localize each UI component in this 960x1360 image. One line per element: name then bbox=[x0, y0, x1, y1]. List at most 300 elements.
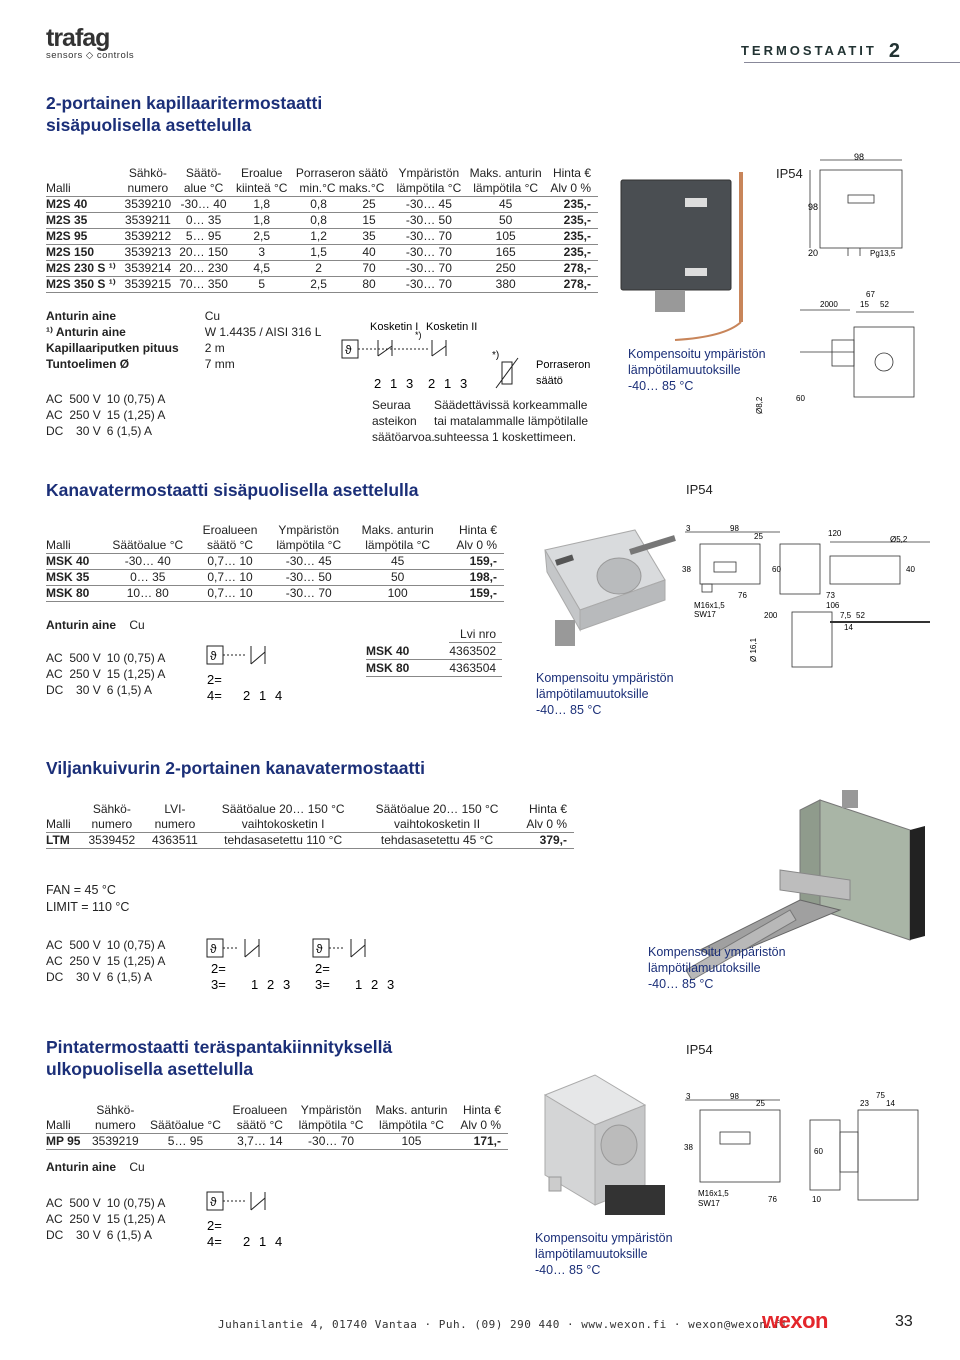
section1-note-right bbox=[434, 397, 588, 445]
lvi-number: 4363504 bbox=[449, 660, 502, 677]
section1-title-line1: 2-portainen kapillaaritermostaatti bbox=[46, 93, 323, 113]
property-value: 7 mm bbox=[204, 357, 235, 371]
property-label: Anturin aine bbox=[46, 618, 117, 632]
table-cell: 50 bbox=[355, 570, 448, 586]
table-cell: 0,7… 10 bbox=[197, 570, 270, 586]
terminal-label: 2 bbox=[371, 977, 379, 992]
section1-title bbox=[46, 92, 322, 136]
note-line: lämpötilamuutoksille bbox=[648, 961, 761, 975]
rating-type: AC bbox=[46, 392, 63, 406]
table-header: Ympäristön bbox=[278, 523, 340, 537]
table-cell: 1,2 bbox=[295, 229, 349, 245]
table-cell: 45 bbox=[355, 554, 448, 570]
table-header: Malli bbox=[46, 817, 84, 833]
section4-ip-rating: IP54 bbox=[686, 1042, 713, 1057]
table-cell: -30… 70 bbox=[296, 1134, 373, 1150]
table-header: Ympäristön bbox=[398, 166, 460, 180]
section2-sensor-material bbox=[46, 618, 145, 632]
table-cell: 3539452 bbox=[84, 833, 148, 849]
capillary-thermostat-photo bbox=[615, 162, 765, 347]
table-header: Sähkö- bbox=[96, 1103, 135, 1117]
table-cell: 3539213 bbox=[124, 245, 179, 261]
property-label: ¹⁾ Anturin aine bbox=[46, 325, 126, 339]
table-header: Eroalueen bbox=[202, 523, 258, 537]
table-header: numero bbox=[90, 1118, 147, 1134]
dimension-label: 106 bbox=[826, 601, 840, 610]
note-line: asteikon bbox=[372, 414, 417, 428]
section3-ratings bbox=[46, 937, 171, 985]
table-header: LVI- bbox=[164, 802, 186, 816]
thermometer-icon bbox=[313, 939, 329, 957]
section2-wiring-diagram bbox=[205, 640, 295, 704]
rating-voltage: 30 V bbox=[76, 970, 101, 984]
table-cell: 278,- bbox=[549, 261, 598, 277]
dimension-label: 98 bbox=[854, 152, 865, 162]
note-line: lämpötilamuutoksille bbox=[535, 1247, 648, 1261]
dimension-label: 76 bbox=[738, 591, 747, 600]
rating-current: 6 (1,5) A bbox=[106, 424, 153, 438]
terminal-label: 4= bbox=[207, 688, 222, 703]
table-cell: 379,- bbox=[517, 833, 574, 849]
terminal-label: 1 bbox=[390, 376, 398, 391]
section3-title: Viljankuivurin 2-portainen kanavatermostaatti bbox=[46, 758, 425, 778]
note-line: säätöarvoa. bbox=[372, 430, 435, 444]
table-cell: 25 bbox=[349, 197, 396, 213]
table-header: Maks. anturin bbox=[469, 166, 542, 180]
terminal-label: 2 bbox=[243, 1234, 251, 1249]
property-label: Anturin aine bbox=[46, 309, 117, 323]
table-header: säätö °C bbox=[197, 538, 270, 554]
terminal-label: 2 bbox=[374, 376, 382, 391]
table-cell: 20… 150 bbox=[179, 245, 236, 261]
table-header: vaihtokosketin I bbox=[210, 817, 364, 833]
table-cell: -30… 45 bbox=[270, 554, 355, 570]
rating-current: 15 (1,25) A bbox=[106, 667, 166, 681]
table-cell: 165 bbox=[469, 245, 549, 261]
dimension-label: 52 bbox=[880, 300, 889, 309]
duct-thermostat-photo bbox=[535, 520, 680, 670]
section1-wiring-diagram bbox=[340, 318, 610, 398]
terminal-label: 1 bbox=[444, 376, 452, 391]
table-cell: 5… 95 bbox=[147, 1134, 230, 1150]
table-cell: 5… 95 bbox=[179, 229, 236, 245]
lvi-model: MSK 40 bbox=[366, 643, 449, 660]
note-line: -40… 85 °C bbox=[535, 1263, 601, 1277]
section2-lvi-table bbox=[366, 626, 502, 677]
section1-table bbox=[46, 166, 598, 293]
section3-table bbox=[46, 802, 574, 849]
dimension-label: 38 bbox=[682, 565, 691, 574]
table-cell: 159,- bbox=[448, 554, 504, 570]
table-header: säätö °C bbox=[230, 1118, 296, 1134]
dimension-label: SW17 bbox=[698, 1199, 720, 1208]
svg-text:ϑ: ϑ bbox=[210, 649, 217, 663]
section1-compensation-note bbox=[628, 346, 766, 394]
table-cell: -30… 50 bbox=[396, 213, 469, 229]
table-cell: 3539212 bbox=[124, 229, 179, 245]
table-header: Eroalue bbox=[241, 166, 283, 180]
table-cell: 70 bbox=[349, 261, 396, 277]
table-header: Malli bbox=[46, 181, 124, 197]
table-cell: -30… 40 bbox=[105, 554, 197, 570]
table-header bbox=[147, 1103, 230, 1118]
table-cell: 235,- bbox=[549, 213, 598, 229]
rating-current: 6 (1,5) A bbox=[106, 1228, 153, 1242]
section3-compensation-note bbox=[648, 944, 786, 992]
rating-type: DC bbox=[46, 683, 64, 697]
table-cell: 40 bbox=[349, 245, 396, 261]
dimension-label: 67 bbox=[866, 290, 875, 299]
dimension-label: 15 bbox=[860, 300, 869, 309]
fan-setting: FAN = 45 °C bbox=[46, 883, 116, 897]
section4-ratings bbox=[46, 1195, 171, 1243]
table-cell: 278,- bbox=[549, 277, 598, 293]
dimension-label: 20 bbox=[808, 248, 819, 258]
table-cell: 35 bbox=[349, 229, 396, 245]
section4-table bbox=[46, 1103, 508, 1150]
thermometer-icon bbox=[207, 939, 223, 957]
table-cell: 20… 230 bbox=[179, 261, 236, 277]
section4-title-line2: ulkopuolisella asettelulla bbox=[46, 1059, 254, 1079]
footnote-marker: *) bbox=[492, 350, 500, 361]
table-header: lämpötila °C bbox=[355, 538, 448, 554]
table-cell: M2S 350 S ¹⁾ bbox=[46, 277, 124, 293]
table-header: Säätöalue °C bbox=[105, 538, 197, 554]
dimension-label: 60 bbox=[796, 394, 805, 403]
property-label: Tuntoelimen Ø bbox=[46, 357, 130, 371]
table-header: Sähkö- bbox=[128, 166, 167, 180]
adjustable-resistor-icon bbox=[496, 358, 518, 388]
table-cell: 159,- bbox=[448, 586, 504, 602]
footnote-marker: *) bbox=[415, 330, 422, 340]
page-number: 33 bbox=[895, 1313, 913, 1330]
note-line: lämpötilamuutoksille bbox=[536, 687, 649, 701]
dimension-label: 14 bbox=[886, 1099, 895, 1108]
table-cell: M2S 35 bbox=[46, 213, 124, 229]
table-cell: 100 bbox=[355, 586, 448, 602]
table-row bbox=[46, 229, 598, 245]
terminal-label: 2 bbox=[428, 376, 436, 391]
table-header: Sähkö- bbox=[92, 802, 131, 816]
table-header: Hinta € bbox=[552, 166, 591, 180]
dimension-label: 40 bbox=[906, 565, 915, 574]
table-cell: MSK 40 bbox=[46, 554, 105, 570]
terminal-label: 2= bbox=[207, 1218, 222, 1233]
table-header: Säätöalue °C bbox=[147, 1118, 230, 1134]
dimension-label: M16x1,5 bbox=[698, 1189, 729, 1198]
table-cell: 3539219 bbox=[90, 1134, 147, 1150]
terminal-label: 2= bbox=[315, 961, 330, 976]
terminal-label: 3 bbox=[460, 376, 468, 391]
table-header: Ympäristön bbox=[300, 1103, 362, 1117]
table-cell: 0… 35 bbox=[179, 213, 236, 229]
dimension-label: 98 bbox=[808, 202, 819, 212]
dimension-label: 25 bbox=[756, 1099, 765, 1108]
table-header: Säätö- bbox=[185, 166, 222, 180]
rating-type: AC bbox=[46, 938, 63, 952]
table-header: lämpötila °C bbox=[469, 181, 549, 197]
table-header: Hinta € bbox=[462, 1103, 501, 1117]
table-header: lämpötila °C bbox=[270, 538, 355, 554]
dimension-label: 10 bbox=[812, 1195, 821, 1204]
rating-type: AC bbox=[46, 954, 63, 968]
note-line: tai matalammalle lämpötilalle bbox=[434, 414, 589, 428]
table-header: lämpötila °C bbox=[396, 181, 469, 197]
svg-text:ϑ: ϑ bbox=[210, 1195, 217, 1209]
rating-voltage: 250 V bbox=[69, 667, 101, 681]
table-cell: 235,- bbox=[549, 229, 598, 245]
table-cell: 4363511 bbox=[147, 833, 210, 849]
table-cell: MP 95 bbox=[46, 1134, 90, 1150]
dimension-label: 14 bbox=[844, 623, 853, 632]
section2-ratings bbox=[46, 650, 171, 698]
table-row bbox=[46, 833, 574, 849]
table-cell: 0… 35 bbox=[105, 570, 197, 586]
terminal-label: 3 bbox=[387, 977, 395, 992]
kosketin2-label: Kosketin II bbox=[426, 321, 478, 333]
rating-current: 6 (1,5) A bbox=[106, 683, 153, 697]
table-cell: 3539210 bbox=[124, 197, 179, 213]
rating-current: 10 (0,75) A bbox=[106, 1196, 166, 1210]
table-header: Säätöalue 20… 150 °C bbox=[221, 802, 345, 816]
terminal-label: 3 bbox=[283, 977, 291, 992]
thermometer-icon bbox=[342, 340, 358, 358]
property-value: W 1.4435 / AISI 316 L bbox=[204, 325, 322, 339]
terminal-label: 2 bbox=[243, 688, 251, 703]
note-line: -40… 85 °C bbox=[536, 703, 602, 717]
category-number: 2 bbox=[888, 40, 900, 62]
table-header-row2 bbox=[46, 181, 598, 197]
property-value: Cu bbox=[129, 618, 145, 632]
dimension-label: 76 bbox=[768, 1195, 777, 1204]
table-cell: 50 bbox=[469, 213, 549, 229]
dimension-label: SW17 bbox=[694, 610, 716, 619]
section2-ip-rating: IP54 bbox=[686, 482, 713, 497]
table-cell: -30… 70 bbox=[396, 245, 469, 261]
table-cell: M2S 95 bbox=[46, 229, 124, 245]
note-line: Kompensoitu ympäristön bbox=[535, 1231, 673, 1245]
rating-voltage: 500 V bbox=[69, 651, 101, 665]
property-label: Kapillaariputken pituus bbox=[46, 341, 179, 355]
table-cell: -30… 45 bbox=[396, 197, 469, 213]
table-cell: -30… 70 bbox=[396, 261, 469, 277]
lvi-model: MSK 80 bbox=[366, 660, 449, 677]
table-header: alue °C bbox=[179, 181, 236, 197]
table-cell: MSK 80 bbox=[46, 586, 105, 602]
table-cell: 171,- bbox=[457, 1134, 508, 1150]
switch-1-symbol bbox=[370, 340, 446, 356]
note-line: Kompensoitu ympäristön bbox=[628, 347, 766, 361]
table-header: Hinta € bbox=[458, 523, 497, 537]
section4-sensor-material bbox=[46, 1160, 145, 1174]
rating-type: AC bbox=[46, 651, 63, 665]
footer-address: Juhanilantie 4, 01740 Vantaa · Puh. (09) 290 440 · www.wexon.fi · wexon@wexon.fi bbox=[218, 1318, 788, 1331]
table-header: kiinteä °C bbox=[235, 181, 295, 197]
table-cell: 3 bbox=[235, 245, 295, 261]
table-header: Malli bbox=[46, 538, 105, 554]
category-label: TERMOSTAATIT bbox=[740, 43, 877, 58]
table-header: Alv 0 % bbox=[549, 181, 598, 197]
note-line: Kompensoitu ympäristön bbox=[536, 671, 674, 685]
table-header: numero bbox=[124, 181, 179, 197]
dimension-label: Ø 16,1 bbox=[749, 637, 758, 662]
section1-properties bbox=[46, 308, 327, 372]
rating-current: 15 (1,25) A bbox=[106, 954, 166, 968]
table-header: Maks. anturin bbox=[361, 523, 434, 537]
note-line: lämpötilamuutoksille bbox=[628, 363, 741, 377]
table-cell: 1,8 bbox=[235, 197, 295, 213]
section1-ratings bbox=[46, 391, 171, 439]
terminal-label: 1 bbox=[259, 688, 267, 703]
table-header: numero bbox=[84, 817, 148, 833]
table-cell: 45 bbox=[469, 197, 549, 213]
table-row bbox=[46, 1134, 508, 1150]
table-header: Maks. anturin bbox=[375, 1103, 448, 1117]
rating-voltage: 30 V bbox=[76, 683, 101, 697]
table-cell: 3539211 bbox=[124, 213, 179, 229]
table-cell: 0,7… 10 bbox=[197, 586, 270, 602]
dimension-label: Ø8,2 bbox=[755, 396, 764, 414]
terminal-label: 1 bbox=[355, 977, 363, 992]
dimension-label: 75 bbox=[876, 1091, 885, 1100]
rating-voltage: 250 V bbox=[69, 408, 101, 422]
table-header: Alv 0 % bbox=[457, 1118, 508, 1134]
table-header: Malli bbox=[46, 1118, 90, 1134]
trafag-logo bbox=[46, 26, 134, 61]
rating-voltage: 500 V bbox=[69, 1196, 101, 1210]
rating-current: 10 (0,75) A bbox=[106, 651, 166, 665]
table-cell: 380 bbox=[469, 277, 549, 293]
table-cell: LTM bbox=[46, 833, 84, 849]
table-header: vaihtokosketin II bbox=[364, 817, 518, 833]
table-header: Eroalueen bbox=[232, 1103, 288, 1117]
table-cell: 0,7… 10 bbox=[197, 554, 270, 570]
table-cell: 250 bbox=[469, 261, 549, 277]
dimension-label: 98 bbox=[730, 1092, 739, 1101]
table-header: lämpötila °C bbox=[373, 1118, 457, 1134]
rating-type: DC bbox=[46, 970, 64, 984]
table-cell: -30… 50 bbox=[270, 570, 355, 586]
rating-voltage: 500 V bbox=[69, 392, 101, 406]
table-row bbox=[46, 554, 504, 570]
terminal-label: 4 bbox=[275, 688, 283, 703]
section3-wiring-diagram bbox=[205, 935, 415, 995]
terminal-label: 4= bbox=[207, 1234, 222, 1249]
table-header: lämpötila °C bbox=[296, 1118, 373, 1134]
svg-text:ϑ: ϑ bbox=[316, 942, 323, 956]
terminal-label: 2 bbox=[267, 977, 275, 992]
header-rule bbox=[744, 62, 960, 63]
table-cell: tehdasasetettu 45 °C bbox=[364, 833, 518, 849]
rating-current: 10 (0,75) A bbox=[106, 938, 166, 952]
note-line: -40… 85 °C bbox=[648, 977, 714, 991]
table-cell: 10… 80 bbox=[105, 586, 197, 602]
table-cell: 4,5 bbox=[235, 261, 295, 277]
terminal-label: 4 bbox=[275, 1234, 283, 1249]
terminal-label: 1 bbox=[259, 1234, 267, 1249]
dimension-label: 23 bbox=[860, 1099, 869, 1108]
rating-current: 6 (1,5) A bbox=[106, 970, 153, 984]
table-cell: 0,8 bbox=[295, 213, 349, 229]
table-row bbox=[46, 570, 504, 586]
property-label: Anturin aine bbox=[46, 1160, 117, 1174]
rating-voltage: 250 V bbox=[69, 954, 101, 968]
table-cell: 80 bbox=[349, 277, 396, 293]
dimension-label: 60 bbox=[814, 1147, 823, 1156]
table-header: Alv 0 % bbox=[448, 538, 504, 554]
rating-type: DC bbox=[46, 1228, 64, 1242]
dimension-label: 73 bbox=[826, 591, 835, 600]
porraseron-label: Porraseron bbox=[536, 359, 591, 371]
table-header bbox=[105, 523, 197, 538]
thermometer-icon bbox=[207, 646, 223, 664]
section4-title-line1: Pintatermostaatti teräspantakiinnityksellä bbox=[46, 1037, 393, 1057]
note-line: -40… 85 °C bbox=[628, 379, 694, 393]
table-cell: -30… 40 bbox=[179, 197, 236, 213]
table-header: Säätöalue 20… 150 °C bbox=[375, 802, 499, 816]
table-header bbox=[46, 166, 124, 181]
table-row bbox=[46, 277, 598, 293]
section1-note-left bbox=[372, 397, 435, 445]
section4-dimension-drawing bbox=[680, 1090, 940, 1220]
dimension-label: 3 bbox=[686, 524, 691, 533]
table-header: min.°C maks.°C bbox=[295, 181, 396, 197]
table-cell: 198,- bbox=[448, 570, 504, 586]
svg-text:ϑ: ϑ bbox=[210, 942, 217, 956]
section3-settings bbox=[46, 882, 129, 916]
rating-type: AC bbox=[46, 667, 63, 681]
rating-voltage: 500 V bbox=[69, 938, 101, 952]
limit-setting: LIMIT = 110 °C bbox=[46, 900, 130, 914]
page-category-title bbox=[741, 40, 900, 63]
rating-voltage: 250 V bbox=[69, 1212, 101, 1226]
table-cell: 235,- bbox=[549, 197, 598, 213]
section4-wiring-diagram bbox=[205, 1186, 295, 1250]
table-cell: -30… 70 bbox=[396, 277, 469, 293]
rating-type: AC bbox=[46, 408, 63, 422]
table-cell: 2 bbox=[295, 261, 349, 277]
table-cell: 105 bbox=[469, 229, 549, 245]
section2-dimension-drawing bbox=[680, 522, 940, 672]
table-cell: 0,8 bbox=[295, 197, 349, 213]
dimension-label: 7,5 bbox=[840, 611, 852, 620]
dimension-label: Ø5,2 bbox=[890, 535, 908, 544]
table-cell: 2,5 bbox=[295, 277, 349, 293]
table-row bbox=[46, 197, 598, 213]
dimension-label: 25 bbox=[754, 532, 763, 541]
dimension-label: 98 bbox=[730, 524, 739, 533]
table-cell: 105 bbox=[373, 1134, 457, 1150]
table-header: Lvi nro bbox=[449, 626, 502, 643]
rating-type: AC bbox=[46, 1212, 63, 1226]
table-cell: M2S 230 S ¹⁾ bbox=[46, 261, 124, 277]
table-header-row1 bbox=[46, 166, 598, 181]
table-cell: 15 bbox=[349, 213, 396, 229]
table-cell: M2S 150 bbox=[46, 245, 124, 261]
table-cell: 3,7… 14 bbox=[230, 1134, 296, 1150]
dimension-label: 60 bbox=[772, 565, 781, 574]
dimension-label: 52 bbox=[856, 611, 865, 620]
table-cell: M2S 40 bbox=[46, 197, 124, 213]
table-row bbox=[46, 261, 598, 277]
wexon-logo: wexon bbox=[762, 1308, 828, 1333]
table-cell: 70… 350 bbox=[179, 277, 236, 293]
dimension-label: 200 bbox=[764, 611, 778, 620]
note-line: Säädettävissä korkeammalle bbox=[434, 398, 588, 412]
table-header: Porraseron säätö bbox=[295, 166, 388, 180]
dimension-label: 3 bbox=[686, 1092, 691, 1101]
table-cell: MSK 35 bbox=[46, 570, 105, 586]
